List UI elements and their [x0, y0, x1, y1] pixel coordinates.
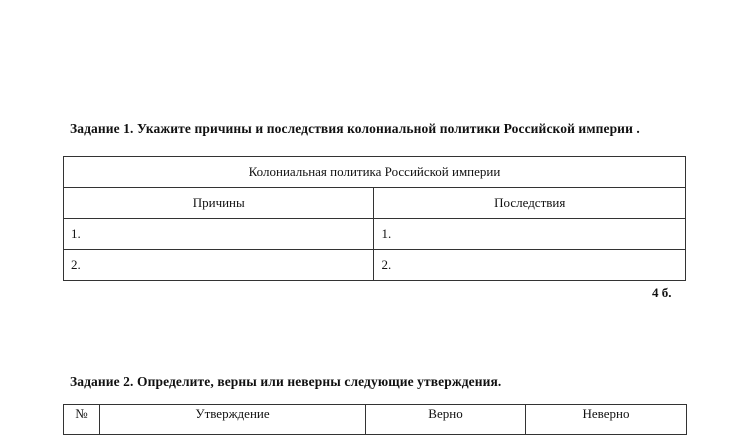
- table-header-row: [64, 188, 686, 219]
- table-row: [64, 250, 686, 281]
- task1-heading: Задание 1. Укажите причины и последствия колониальной политики Российской империи .: [70, 121, 640, 136]
- cause-cell-2[interactable]: 2.: [64, 250, 374, 281]
- task1-table: [63, 156, 686, 281]
- column-header-statement: Утверждение: [100, 405, 366, 435]
- consequence-cell-1[interactable]: 1.: [374, 219, 686, 250]
- cause-cell-1[interactable]: 1.: [64, 219, 374, 250]
- column-header-number: №: [64, 405, 100, 435]
- column-header-true: Верно: [366, 405, 526, 435]
- table-title-row: [64, 157, 686, 188]
- column-header-false: Неверно: [526, 405, 687, 435]
- table-title-cell: Колониальная политика Российской империи: [64, 157, 686, 188]
- task2-heading: Задание 2. Определите, верны или неверны следующие утверждения.: [70, 374, 502, 389]
- table-row: [64, 219, 686, 250]
- column-header-causes: Причины: [64, 188, 374, 219]
- column-header-consequences: Последствия: [374, 188, 686, 219]
- task1-score: 4 б.: [652, 285, 672, 300]
- consequence-cell-2[interactable]: 2.: [374, 250, 686, 281]
